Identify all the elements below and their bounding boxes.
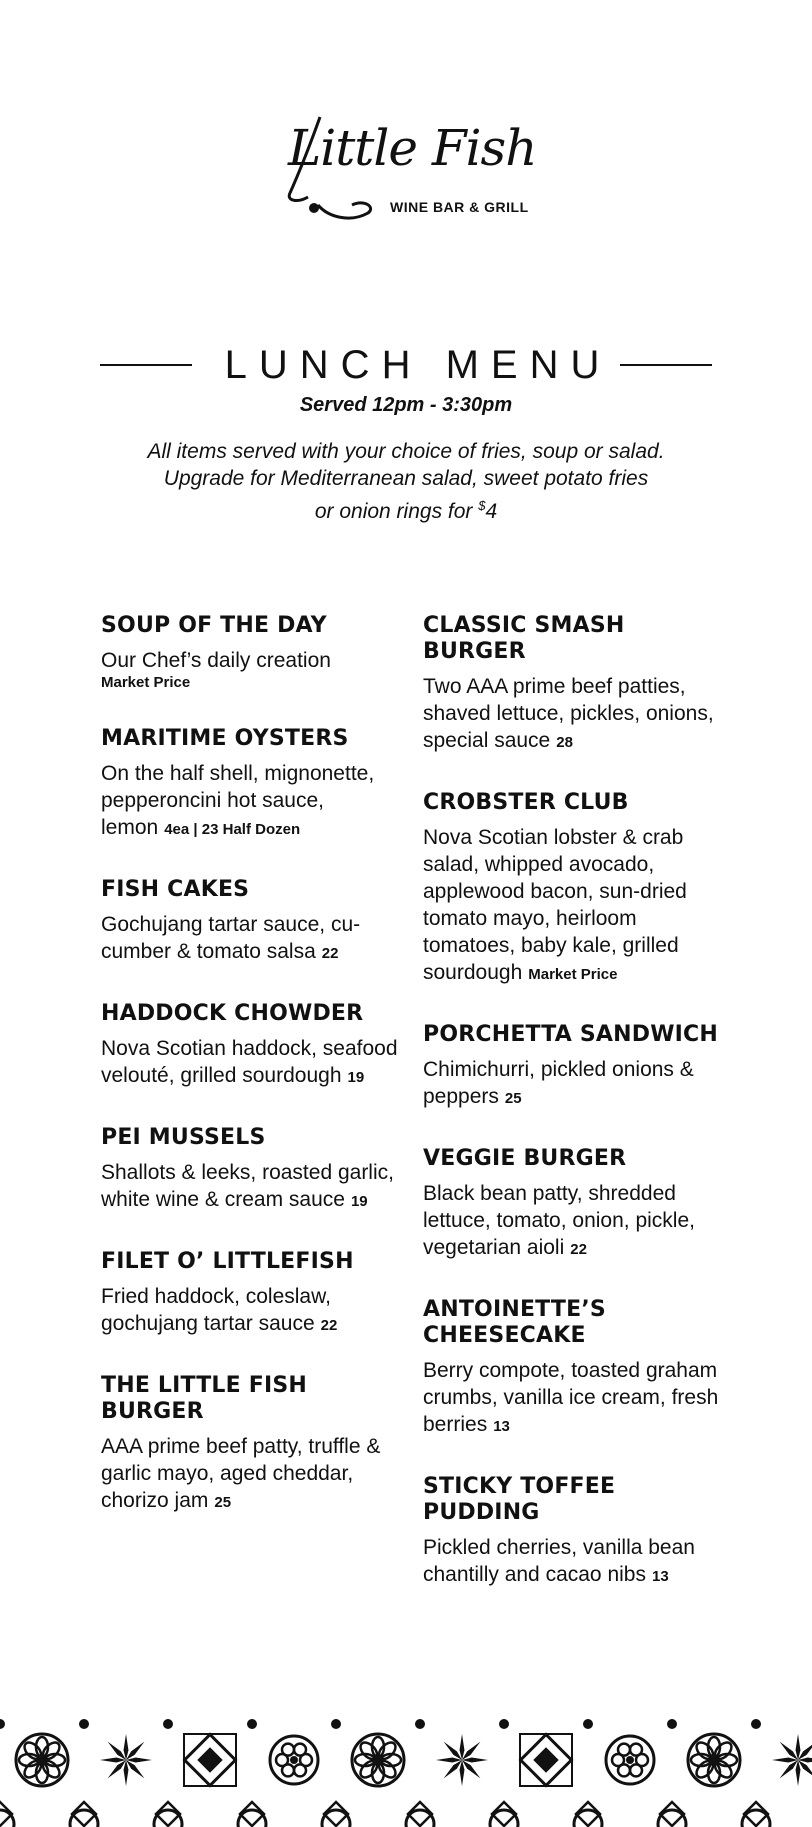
item-description <box>101 1159 401 1215</box>
item-description-text: Gochujang tartar sauce, cu-cumber & tomato salsa <box>101 913 361 963</box>
item-description <box>423 1357 723 1440</box>
item-description <box>101 1283 401 1339</box>
item-price: 19 <box>347 1069 365 1086</box>
item-name: VEGGIE BURGER <box>423 1146 627 1171</box>
item-name: MARITIME OYSTERS <box>101 726 349 751</box>
item-name: CROBSTER CLUB <box>423 790 629 815</box>
item-price: 25 <box>214 1494 232 1511</box>
item-name: SOUP OF THE DAY <box>101 613 327 638</box>
item-name: FILET O’ LITTLEFISH <box>101 1249 354 1274</box>
brand-name: Little Fish <box>288 119 537 177</box>
item-name: ANTOINETTE’S CHEESECAKE <box>423 1297 606 1348</box>
item-price: Market Price <box>101 674 191 691</box>
menu-note-line <box>0 492 812 525</box>
item-description <box>101 911 401 967</box>
item-name: CLASSIC SMASH BURGER <box>423 613 625 664</box>
item-name: THE LITTLE FISH BURGER <box>101 1373 308 1424</box>
menu-item <box>101 877 401 967</box>
item-name: FISH CAKES <box>101 877 250 902</box>
menu-item <box>101 1373 401 1516</box>
item-name: PEI MUSSELS <box>101 1125 266 1150</box>
item-price: 22 <box>321 945 339 962</box>
menu-column-right <box>423 613 723 1624</box>
item-price: 13 <box>493 1418 510 1435</box>
item-description-text: Fried haddock, coleslaw, gochujang tartar sauce <box>101 1285 331 1335</box>
item-description <box>101 760 401 843</box>
item-price: Market Price <box>528 966 618 983</box>
menu-note-line: Upgrade for Mediterranean salad, sweet potato fries <box>163 467 649 490</box>
menu-item <box>423 790 723 988</box>
item-description <box>423 824 723 988</box>
item-description <box>423 1534 723 1590</box>
item-description-text: Chimichurri, pickled onions & peppers <box>423 1058 694 1108</box>
item-price: 22 <box>570 1241 587 1258</box>
served-hours: Served 12pm - 3:30pm <box>299 394 513 416</box>
menu-column-left <box>101 613 401 1550</box>
item-description <box>423 1056 723 1112</box>
brand-tagline: WINE BAR & GRILL <box>390 199 529 215</box>
item-description-text: AAA prime beef patty, truffle & garlic mayo, aged cheddar, chorizo jam <box>101 1435 381 1512</box>
title-rule-right <box>620 364 712 366</box>
item-description <box>101 1433 401 1516</box>
note-text: or onion rings for <box>314 500 479 523</box>
menu-notes <box>0 438 812 525</box>
menu-title: LUNCH MENU <box>224 343 612 387</box>
tile-pattern-icon <box>0 1712 812 1827</box>
menu-item <box>101 1125 401 1215</box>
item-description-text: Our Chef’s daily creation <box>101 649 331 672</box>
menu-note-line: All items served with your choice of fries, soup or salad. <box>147 440 665 463</box>
menu-item <box>101 1249 401 1339</box>
menu-item <box>423 1146 723 1263</box>
menu-title-row <box>100 340 712 390</box>
menu-item <box>423 1022 723 1112</box>
item-description-text: On the half shell, mignonette, pepperoncini hot sauce, lemon <box>101 762 375 839</box>
item-description-text: Nova Scotian haddock, seafood velouté, grilled sourdough <box>101 1037 398 1087</box>
item-description-text: Pickled cherries, vanilla bean chantilly and cacao nibs <box>423 1536 695 1586</box>
brand-logo <box>280 105 540 235</box>
item-price: 22 <box>320 1317 338 1334</box>
note-currency: $ <box>478 498 486 513</box>
item-name: PORCHETTA SANDWICH <box>423 1022 719 1047</box>
menu-item <box>423 1474 723 1590</box>
item-description-text: Nova Scotian lobster & crab salad, whipped avocado, applewood bacon, sun-dried tomato mayo, heirloom tomatoes, baby kale, grilled sourdough <box>423 826 687 984</box>
item-price: 28 <box>556 734 573 751</box>
menu-item <box>101 613 401 692</box>
item-description-text: Shallots & leeks, roasted garlic, white wine & cream sauce <box>101 1161 394 1211</box>
item-description-text: Black bean patty, shredded lettuce, tomato, onion, pickle, vegetarian aioli <box>423 1182 695 1259</box>
menu-item <box>101 726 401 843</box>
item-price: 19 <box>350 1193 368 1210</box>
item-description <box>423 673 723 756</box>
item-description <box>423 1180 723 1263</box>
item-name: STICKY TOFFEE PUDDING <box>423 1474 616 1525</box>
item-description-text: Two AAA prime beef patties, shaved lettuce, pickles, onions, special sauce <box>423 675 714 752</box>
menu-item <box>423 1297 723 1440</box>
item-name: HADDOCK CHOWDER <box>101 1001 364 1026</box>
menu-item <box>101 1001 401 1091</box>
note-amount: 4 <box>485 500 498 523</box>
item-description <box>101 647 401 692</box>
item-price: 4ea | 23 Half Dozen <box>164 821 301 838</box>
menu-item <box>423 613 723 756</box>
item-description <box>101 1035 401 1091</box>
item-description-text: Berry compote, toasted graham crumbs, vanilla ice cream, fresh berries <box>423 1359 719 1436</box>
item-price: 25 <box>504 1090 522 1107</box>
decorative-tile-border <box>0 1712 812 1827</box>
item-price: 13 <box>651 1568 669 1585</box>
